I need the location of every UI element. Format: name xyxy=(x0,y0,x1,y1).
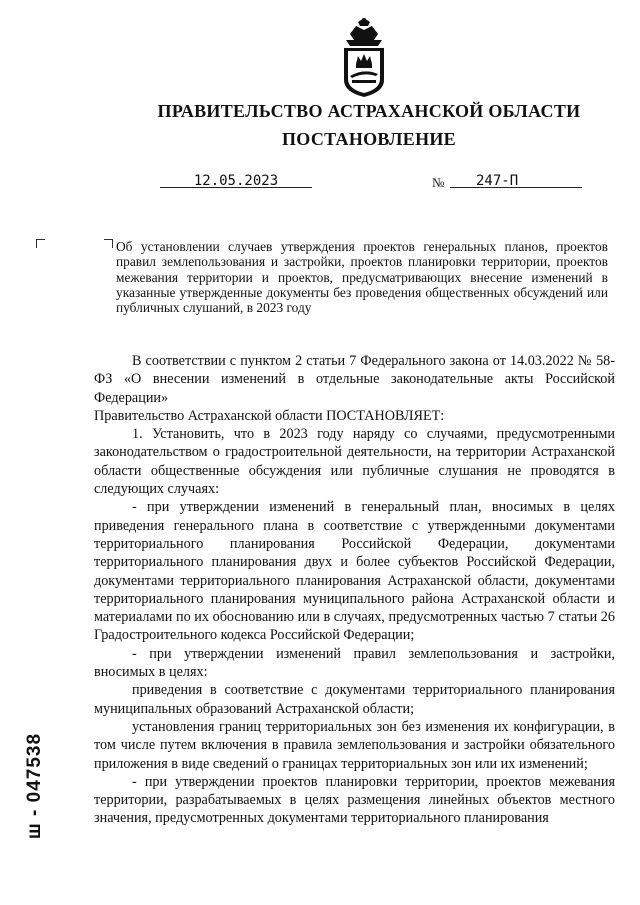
body-paragraph: - при утверждении изменений в генеральный план, вносимых в целях приведения генерального плана в соответствие с утвержденными документами территориального планирования Российской Федерации, документами территориального планирования двух и более субъектов Российской Федерации, документами территориального планирования Астраханской области, документами территориального планирования муниципального района Астраханской области и материалами по их обоснованию или в случаях, предусмотренных частью 7 статьи 26 Градостроительного кодекса Российской Федерации; xyxy=(94,499,615,644)
subject-corner-mark-left xyxy=(36,239,45,248)
body-paragraph: приведения в соответствие с документами территориального планирования муниципальных образований Астраханской области; xyxy=(94,682,615,717)
body-paragraph: Правительство Астраханской области ПОСТАНОВЛЯЕТ: xyxy=(94,407,445,424)
coat-of-arms-emblem xyxy=(336,18,392,98)
body-paragraph: В соответствии с пунктом 2 статьи 7 Федерального закона от 14.03.2022 № 58-ФЗ «О внесении изменений в отдельные законодательные акты Российской Федерации» xyxy=(94,353,615,406)
document-body xyxy=(94,352,615,828)
body-paragraph: - при утверждении проектов планировки территории, проектов межевания территории, разрабатываемых в целях размещения линейных объектов местного значения, предусмотренных документами территориального планирования xyxy=(94,773,615,827)
document-number-field xyxy=(450,173,582,188)
document-date: 12.05.2023 xyxy=(160,173,312,188)
subject-corner-mark-right xyxy=(104,239,113,248)
document-subject: Об установлении случаев утверждения проектов генеральных планов, проектов правил землепользования и застройки, проектов планировки территории, проектов межевания территории и проектов, предусматривающих внесение изменений в указанные утвержденные документы без проведения общественных обсуждений или публичных слушаний, в 2023 году xyxy=(116,239,608,316)
organization-title: ПРАВИТЕЛЬСТВО АСТРАХАНСКОЙ ОБЛАСТИ xyxy=(157,101,581,121)
serial-stamp: ш - 047538 xyxy=(24,732,45,840)
document-kind-title: ПОСТАНОВЛЕНИЕ xyxy=(282,129,456,149)
body-paragraph: установления границ территориальных зон без изменения их конфигурации, в том числе путем включения в правила землепользования и застройки обязательного приложения в виде сведений о границах территориальных зон или их изменений; xyxy=(94,718,615,772)
number-sign: № xyxy=(432,175,445,190)
body-paragraph: - при утверждении изменений правил землепользования и застройки, вносимых в целях: xyxy=(94,645,615,681)
document-number: 247-П xyxy=(476,173,519,189)
body-paragraph: 1. Установить, что в 2023 году наряду со случаями, предусмотренными законодательством о градостроительной деятельности, на территории Астраханской области общественные обсуждения или публичные слушания не проводятся в следующих случаях: xyxy=(94,426,615,498)
